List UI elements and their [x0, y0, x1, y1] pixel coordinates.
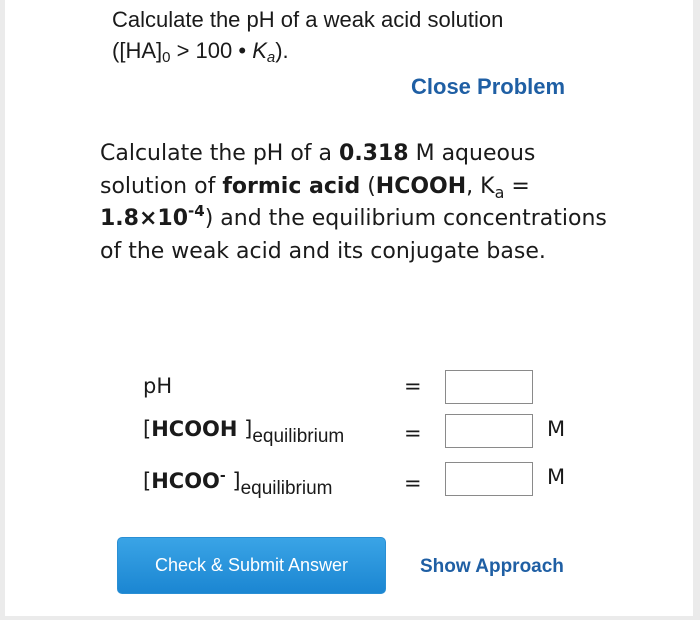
title-line-2 — [112, 35, 632, 66]
submit-button-label: Check & Submit Answer — [154, 555, 349, 575]
bracket-open: [ — [143, 469, 152, 493]
title-ha: ([HA] — [112, 38, 163, 63]
hcooh-species: HCOOH — [151, 417, 238, 441]
question-text-part: = — [504, 173, 530, 199]
title-ka: K — [252, 38, 267, 63]
check-submit-answer-button[interactable] — [117, 537, 386, 594]
question-text-part: M aqueous solution of — [100, 141, 536, 199]
hcooh-concentration-input[interactable] — [445, 414, 533, 448]
bracket-close: ] — [225, 469, 241, 493]
hcooh-label — [143, 417, 345, 447]
close-problem-link[interactable]: Close Problem — [411, 74, 566, 99]
equilibrium-subscript: equilibrium — [252, 426, 345, 447]
ph-equals-sign: = — [404, 374, 422, 398]
hcoo-unit: M — [547, 465, 566, 489]
title-mid: > 100 • — [170, 38, 253, 63]
hcoo-charge: - — [219, 468, 226, 484]
question-text — [100, 138, 610, 268]
ka-exponent: -4 — [188, 202, 205, 220]
ka-subscript: a — [494, 182, 505, 202]
hcoo-species: HCOO — [151, 469, 220, 493]
concentration-value: 0.318 — [339, 141, 409, 166]
ka-value: 1.8×10 — [100, 206, 189, 231]
question-text-part: , K — [466, 173, 495, 199]
question-text-part: Calculate the pH of a — [100, 141, 340, 166]
title-ha-sub: 0 — [162, 49, 171, 66]
title-ka-sub: a — [266, 49, 276, 66]
title-suffix: ). — [275, 38, 289, 63]
ph-label: pH — [143, 374, 173, 398]
show-approach-link[interactable]: Show Approach — [420, 556, 564, 577]
hcooh-equals-sign: = — [404, 421, 422, 445]
bracket-open: [ — [143, 417, 152, 441]
bracket-close: ] — [237, 417, 253, 441]
equilibrium-subscript: equilibrium — [240, 478, 333, 499]
title-line-1: Calculate the pH of a weak acid solution — [112, 7, 504, 32]
hcoo-label — [143, 468, 333, 499]
question-text-part: ) and the equilibrium concentrations of the weak acid and its conjugate base. — [100, 206, 607, 264]
hcoo-concentration-input[interactable] — [445, 462, 533, 496]
problem-panel — [5, 0, 693, 616]
problem-title — [112, 4, 632, 66]
acid-name: formic acid — [222, 173, 361, 199]
hcooh-unit: M — [547, 417, 566, 441]
ph-input[interactable] — [445, 370, 533, 404]
question-text-part: ( — [360, 173, 376, 199]
acid-formula: HCOOH — [375, 173, 467, 199]
hcoo-equals-sign: = — [404, 471, 422, 495]
